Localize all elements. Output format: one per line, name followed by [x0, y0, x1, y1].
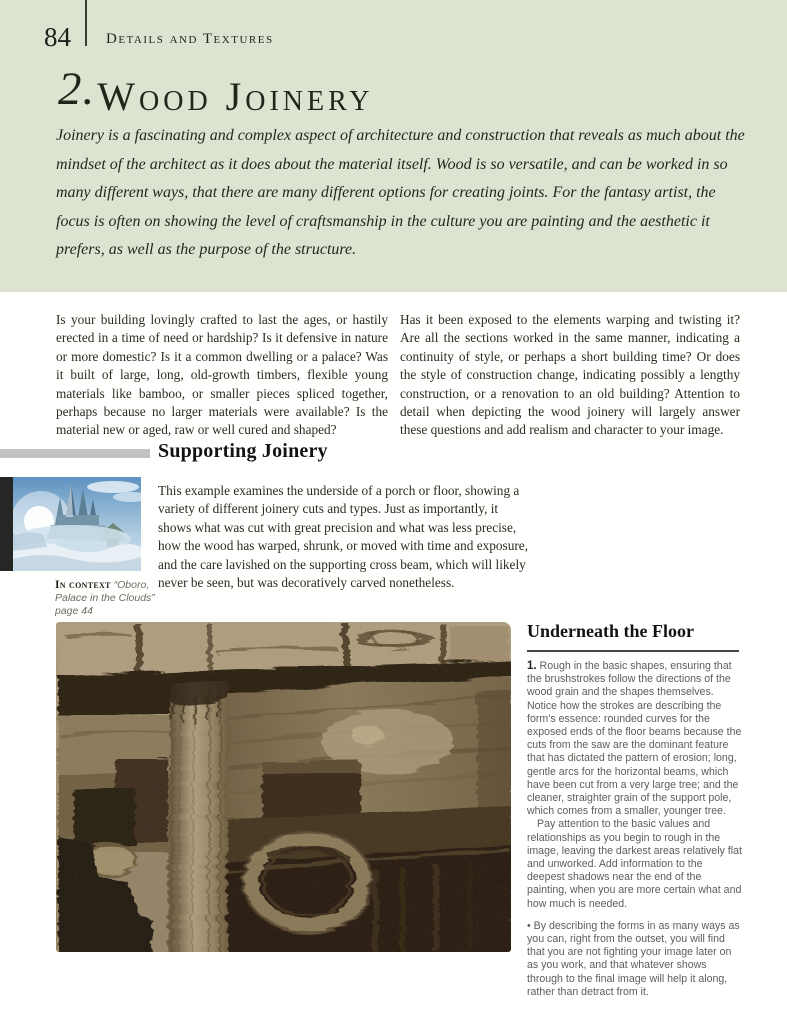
section-title	[58, 62, 373, 120]
heading-rule	[527, 650, 739, 652]
chapter-title: Details and Textures	[106, 31, 274, 47]
in-context-label: In context	[55, 579, 111, 591]
step-paragraph-2: Pay attention to the basic values and relationships as you begin to rough in the image, leaving the darkest areas relatively flat and unworked. Add information to the deepest shadows near the end of the painting, when you are more certain what and how much is needed.	[527, 818, 742, 910]
body-column-left: Is your building lovingly crafted to last the ages, or hastily erected in a time of need or hardship? Is it defensive in nature or more domestic? Is it a common dwelling or a palace? Was it built of large, long, old-growth timbers, flexible young materials like bamboo, or smaller pieces spliced together, perhaps because no larger materials were available? Is the material new or aged, raw or well cured and shaped?	[56, 312, 388, 438]
step-instructions-column	[527, 660, 743, 999]
header-divider	[85, 0, 87, 46]
in-context-caption	[55, 579, 159, 618]
step-1-paragraph	[527, 660, 743, 818]
section-title-text: Wood Joinery	[97, 74, 374, 119]
in-context-work-title: “Oboro, Palace in the Clouds”	[55, 579, 155, 604]
in-context-page-ref: page 44	[55, 605, 93, 617]
oboro-palace-thumbnail-image	[13, 477, 141, 571]
underneath-floor-heading: Underneath the Floor	[527, 621, 694, 641]
section-marker-bar	[0, 449, 150, 458]
intro-paragraph: Joinery is a fascinating and complex aspect of architecture and construction that reveals as much about the mindset of the architect as it does about the material itself. Wood is so versatile, and can be worked in so many different ways, that there are many different options for creating joints. For the fantasy artist, the focus is often on showing the level of craftsmanship in the culture you are painting and the aesthetic it prefers, as well as the purpose of the structure.	[56, 127, 745, 258]
thumbnail-black-strip	[0, 477, 13, 571]
section-number: 2.	[58, 63, 96, 115]
step-number: 1.	[527, 660, 537, 672]
step-bullet-tip: • By describing the forms in as many ways as you can, right from the outset, you will find that you are not fighting your image later on as you work, and that whatever shows through to the final image will help it along, rather than detract from it.	[527, 919, 740, 998]
wood-joinery-painting	[56, 622, 511, 952]
step-1-text: Rough in the basic shapes, ensuring that the brushstrokes follow the directions of the wood grain and the shapes themselves. Notice how the strokes are describing the form’s essence: rounded curves for the exposed ends of the floor beams because the cuts from the saw are the dominant feature that has dictated the pattern of erosion; long, gentle arcs for the horizontal beams, which have been cut from a very large tree; and the cleaner, straighter grain of the support pole, which comes from a smaller, younger tree.	[527, 660, 742, 818]
body-column-right: Has it been exposed to the elements warping and twisting it? Are all the sections worked in the same manner, indicating a continuity of style, or perhaps a short building time? Or does the style of construction change, indicating possibly a lengthy construction, or a renovation to an old building? Attention to detail when depicting the wood joinery will largely answer these questions and add realism and character to your image.	[400, 312, 740, 438]
supporting-joinery-paragraph: This example examines the underside of a porch or floor, showing a variety of different joinery cuts and types. Just as importantly, it shows what was cut with great precision and what was less precise, how the wood has warped, shrunk, or moved with time and exposure, and the care lavished on the supporting cross beam, which will likely never be seen, but was decoratively carved nonetheless.	[158, 483, 529, 591]
page-number: 84	[44, 22, 71, 52]
supporting-joinery-heading: Supporting Joinery	[158, 440, 328, 462]
